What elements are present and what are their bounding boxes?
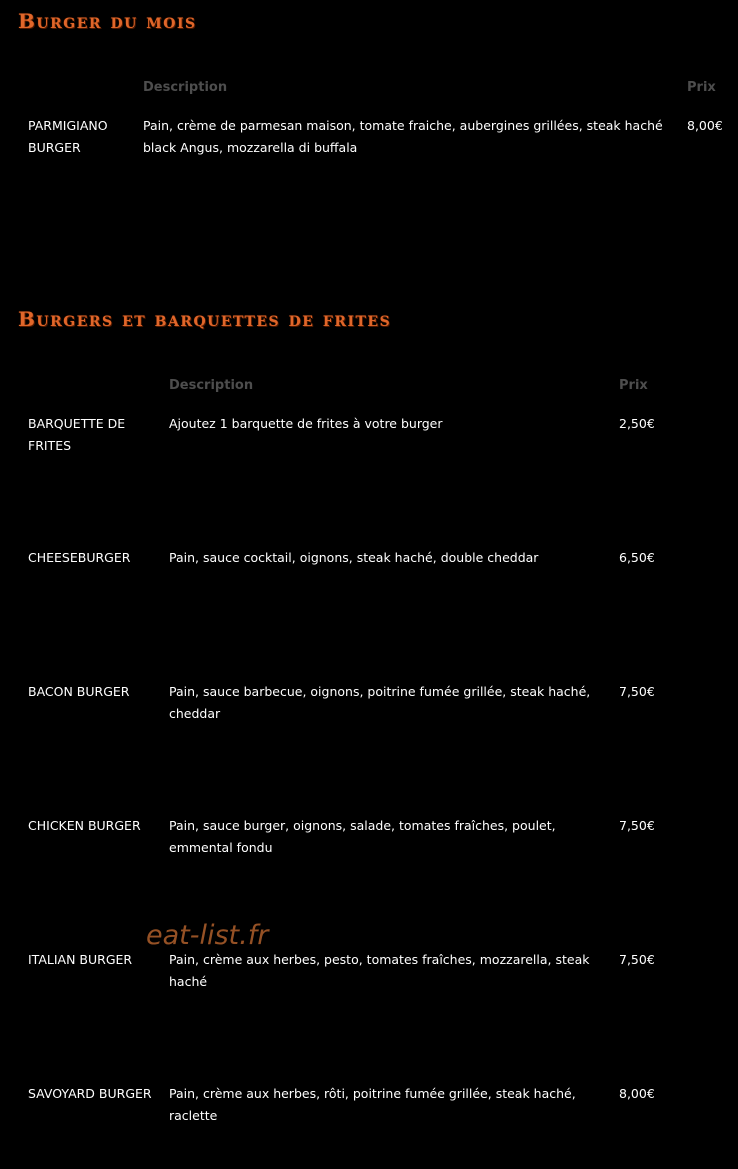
menu-item-description: Pain, crème de parmesan maison, tomate fraiche, aubergines grillées, steak haché black Angus, mozzarella di buffala [143, 118, 663, 155]
menu-item-price: 7,50€ [619, 818, 655, 833]
column-header-price: Prix [687, 80, 716, 95]
watermark: eat-list.fr [146, 920, 269, 951]
section-title-burger-du-mois: Burger du mois [18, 9, 197, 33]
menu-item-name: BARQUETTE DE FRITES [28, 416, 126, 453]
menu-item-description: Ajoutez 1 barquette de frites à votre burger [169, 416, 443, 431]
menu-item-price: 8,00€ [619, 1086, 655, 1101]
menu-item-name: CHICKEN BURGER [28, 818, 141, 833]
menu-item-description: Pain, sauce cocktail, oignons, steak haché, double cheddar [169, 550, 539, 565]
menu-item-price: 7,50€ [619, 684, 655, 699]
menu-item-name: ITALIAN BURGER [28, 952, 133, 967]
menu-item-name: BACON BURGER [28, 684, 130, 699]
menu-item-price: 6,50€ [619, 550, 655, 565]
menu-item-description: Pain, sauce barbecue, oignons, poitrine fumée grillée, steak haché, cheddar [169, 684, 591, 721]
column-header-description: Description [169, 378, 254, 393]
section-title-burgers-et-barquettes: Burgers et barquettes de frites [18, 307, 392, 331]
menu-item-name: SAVOYARD BURGER [28, 1086, 152, 1101]
menu-item-description: Pain, sauce burger, oignons, salade, tomates fraîches, poulet, emmental fondu [169, 818, 556, 855]
column-header-price: Prix [619, 378, 648, 393]
menu-item-name: CHEESEBURGER [28, 550, 131, 565]
menu-item-description: Pain, crème aux herbes, rôti, poitrine fumée grillée, steak haché, raclette [169, 1086, 576, 1123]
menu-item-name: PARMIGIANO BURGER [28, 118, 108, 155]
menu-item-price: 8,00€ [687, 118, 723, 133]
column-header-description: Description [143, 80, 228, 95]
menu-item-price: 7,50€ [619, 952, 655, 967]
menu-item-description: Pain, crème aux herbes, pesto, tomates fraîches, mozzarella, steak haché [169, 952, 590, 989]
menu-item-price: 2,50€ [619, 416, 655, 431]
